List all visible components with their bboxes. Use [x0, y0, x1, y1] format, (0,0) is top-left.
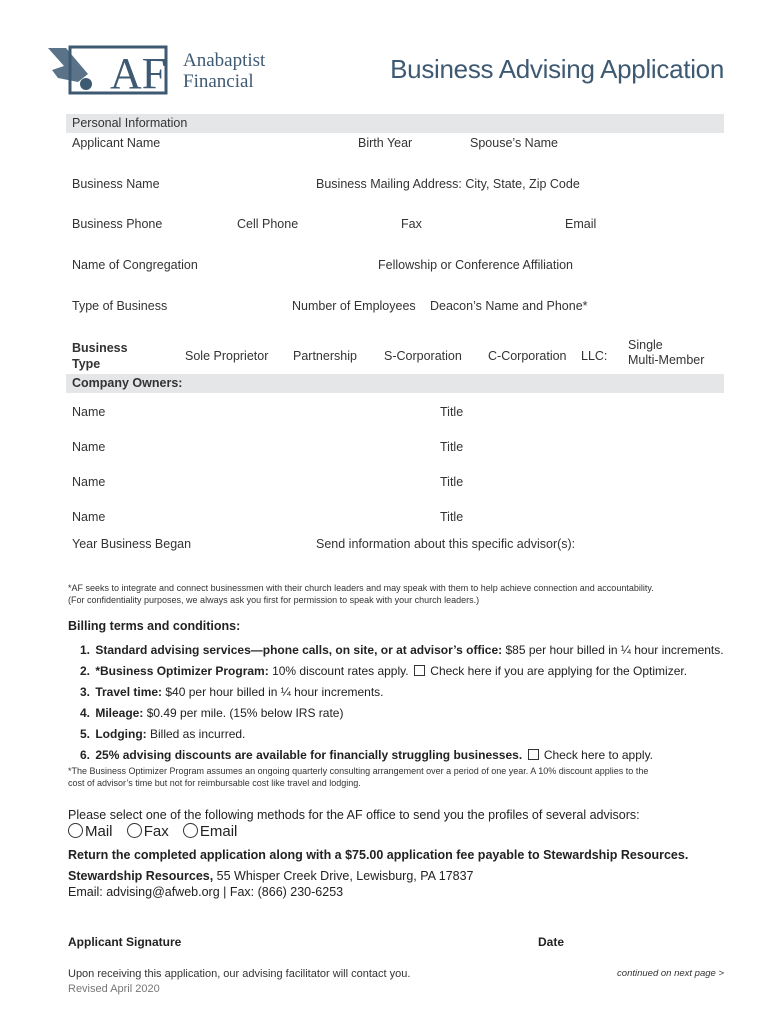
applicant-name-field[interactable]: Applicant Name	[72, 136, 161, 150]
discount-checkbox-label: Check here to apply.	[540, 748, 654, 762]
optimizer-footnote-line1: *The Business Optimizer Program assumes an ongoing quarterly consulting arrangement over a period of one year. A 10% discount applies to the	[68, 766, 649, 776]
owner-name-field[interactable]: Name	[72, 475, 106, 489]
optimizer-checkbox[interactable]	[414, 665, 425, 676]
discount-checkbox[interactable]	[528, 749, 539, 760]
llc-sub-options	[628, 338, 704, 368]
optimizer-footnote	[68, 765, 728, 789]
confidentiality-note-line2: (For confidentiality purposes, we always ask you first for permission to speak with your church leaders.)	[68, 595, 480, 605]
billing-item-num: 1.	[80, 643, 91, 657]
personal-section-label: Personal Information	[72, 116, 188, 130]
revised-date: Revised April 2020	[68, 983, 160, 995]
signature-date-field[interactable]: Date	[538, 935, 565, 949]
deacon-field[interactable]: Deacon’s Name and Phone*	[430, 299, 588, 313]
return-street: 55 Whisper Creek Drive, Lewisburg, PA 17837	[213, 869, 474, 883]
billing-item	[68, 682, 728, 703]
billing-item-text: $0.49 per mile. (15% below IRS rate)	[143, 706, 344, 720]
billing-item-bold: 25% advising discounts are available for financially struggling businesses.	[95, 748, 523, 762]
send-info-advisor-field[interactable]: Send information about this specific advisor(s):	[316, 537, 576, 551]
owners-section-band	[66, 374, 724, 393]
billing-item-num: 2.	[80, 664, 91, 678]
email-field[interactable]: Email	[565, 217, 597, 231]
mail-radio-label: Mail	[85, 823, 113, 840]
mailing-address-field[interactable]: Business Mailing Address: City, State, Zip Code	[316, 177, 580, 191]
option-sole-proprietor[interactable]: Sole Proprietor	[185, 349, 269, 363]
business-type-label	[72, 340, 128, 372]
confidentiality-note-line1: *AF seeks to integrate and connect businessmen with their church leaders and may speak with them to help achieve connection and accountability.	[68, 583, 654, 593]
return-org: Stewardship Resources,	[68, 869, 214, 883]
email-radio[interactable]	[183, 823, 198, 838]
type-of-business-field[interactable]: Type of Business	[72, 299, 168, 313]
billing-item-num: 5.	[80, 727, 91, 741]
billing-item-bold: Mileage:	[95, 706, 144, 720]
return-instruction: Return the completed application along with a $75.00 application fee payable to Stewardship Resources.	[68, 848, 689, 862]
owner-name-field[interactable]: Name	[72, 440, 106, 454]
owner-title-field[interactable]: Title	[440, 475, 464, 489]
continued-note: continued on next page >	[617, 968, 724, 979]
owners-section-label: Company Owners:	[72, 376, 183, 390]
congregation-field[interactable]: Name of Congregation	[72, 258, 198, 272]
fax-radio-label: Fax	[143, 823, 169, 840]
billing-item-text: 10% discount rates apply.	[268, 664, 409, 678]
option-multi-member[interactable]: Multi-Member	[628, 353, 705, 367]
business-phone-field[interactable]: Business Phone	[72, 217, 163, 231]
option-c-corporation[interactable]: C-Corporation	[488, 349, 567, 363]
contact-note: Upon receiving this application, our advising facilitator will contact you.	[68, 968, 411, 980]
confidentiality-note	[68, 582, 728, 606]
billing-item-bold: Standard advising services—phone calls, on site, or at advisor’s office:	[95, 643, 503, 657]
owner-title-field[interactable]: Title	[440, 440, 464, 454]
page-title: Business Advising Application	[390, 54, 724, 84]
optimizer-checkbox-label: Check here if you are applying for the Optimizer.	[426, 664, 688, 678]
return-address	[68, 869, 474, 883]
business-type-label-line1: Business	[72, 341, 128, 355]
billing-item	[68, 724, 728, 745]
year-began-field[interactable]: Year Business Began	[72, 537, 192, 551]
personal-section-band	[66, 114, 724, 133]
logo-name-line2: Financial	[183, 71, 254, 92]
applicant-signature-field[interactable]: Applicant Signature	[68, 935, 182, 949]
fax-radio[interactable]	[127, 823, 142, 838]
billing-item	[68, 745, 728, 766]
billing-item	[68, 640, 728, 661]
logo-name	[183, 50, 265, 92]
owner-title-field[interactable]: Title	[440, 510, 464, 524]
num-employees-field[interactable]: Number of Employees	[292, 299, 416, 313]
send-method-options	[68, 823, 237, 840]
cell-phone-field[interactable]: Cell Phone	[237, 217, 299, 231]
send-method-prompt: Please select one of the following methods for the AF office to send you the profiles of several advisors:	[68, 808, 640, 822]
option-single-member[interactable]: Single	[628, 338, 663, 352]
business-type-label-line2: Type	[72, 357, 101, 371]
billing-item-num: 3.	[80, 685, 91, 699]
mail-radio[interactable]	[68, 823, 83, 838]
billing-list	[68, 640, 728, 766]
option-llc[interactable]: LLC:	[581, 349, 608, 363]
owner-name-field[interactable]: Name	[72, 510, 106, 524]
logo-name-line1: Anabaptist	[183, 50, 266, 71]
business-name-field[interactable]: Business Name	[72, 177, 160, 191]
billing-item	[68, 703, 728, 724]
billing-item-bold: Travel time:	[95, 685, 163, 699]
af-logo	[48, 44, 166, 94]
billing-item-bold: *Business Optimizer Program:	[95, 664, 269, 678]
fellowship-field[interactable]: Fellowship or Conference Affiliation	[378, 258, 574, 272]
fax-field[interactable]: Fax	[401, 217, 422, 231]
billing-item-text: $85 per hour billed in ¼ hour increments.	[502, 643, 724, 657]
owner-name-field[interactable]: Name	[72, 405, 106, 419]
billing-item-num: 6.	[80, 748, 91, 762]
option-s-corporation[interactable]: S-Corporation	[384, 349, 462, 363]
billing-item-text: $40 per hour billed in ¼ hour increments.	[162, 685, 384, 699]
billing-heading: Billing terms and conditions:	[68, 619, 241, 633]
spouse-name-field[interactable]: Spouse’s Name	[470, 136, 559, 150]
email-radio-label: Email	[199, 823, 238, 840]
billing-item	[68, 661, 728, 682]
return-contact: Email: advising@afweb.org | Fax: (866) 230-6253	[68, 885, 344, 899]
option-partnership[interactable]: Partnership	[293, 349, 357, 363]
billing-item-num: 4.	[80, 706, 91, 720]
birth-year-field[interactable]: Birth Year	[358, 136, 413, 150]
logo-mark: AF	[110, 49, 167, 96]
owner-title-field[interactable]: Title	[440, 405, 464, 419]
plow-logo-icon	[48, 44, 173, 96]
billing-item-text: Billed as incurred.	[146, 727, 246, 741]
billing-item-bold: Lodging:	[95, 727, 147, 741]
optimizer-footnote-line2: cost of advisor’s time but not for reimbursable cost like travel and lodging.	[68, 778, 361, 788]
